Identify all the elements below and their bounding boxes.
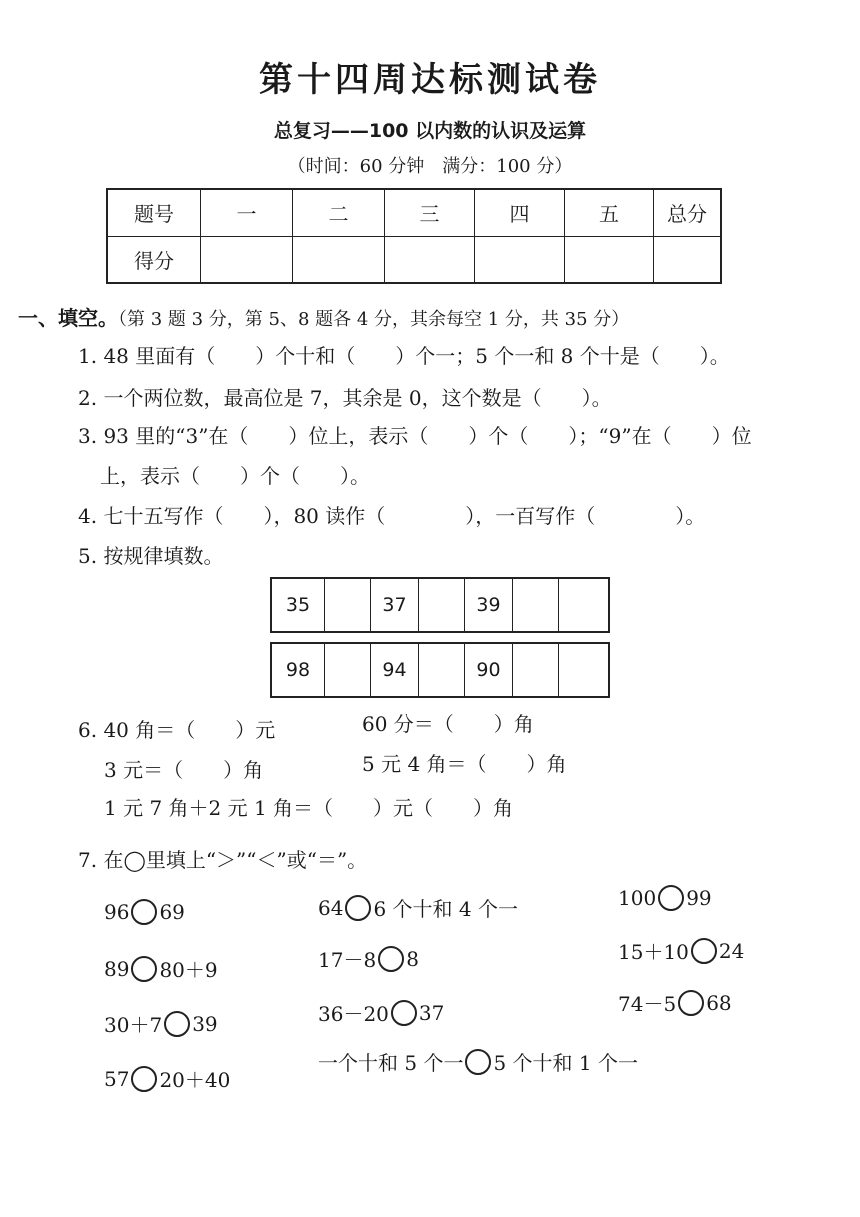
- compare-circle[interactable]: [678, 990, 704, 1016]
- compare-left: 15＋10: [618, 940, 689, 964]
- compare-item: [318, 1047, 638, 1076]
- page-title: 第十四周达标测试卷: [259, 60, 601, 100]
- sequence-cell[interactable]: [558, 579, 608, 631]
- score-header-cell: 二: [293, 189, 385, 236]
- compare-circle[interactable]: [164, 1011, 190, 1037]
- sequence-cell: 90: [464, 644, 512, 696]
- question-6e: 1 元 7 角＋2 元 1 角＝（ ）元（ ）角: [104, 796, 514, 820]
- compare-item: [318, 998, 444, 1027]
- sequence-cell[interactable]: [418, 579, 464, 631]
- compare-right: 68: [706, 990, 732, 1015]
- compare-circle[interactable]: [658, 885, 684, 911]
- compare-right: 39: [192, 1011, 218, 1036]
- score-table-header-row: [107, 189, 721, 236]
- question-5: 5. 按规律填数。: [78, 544, 224, 568]
- score-cell[interactable]: [385, 236, 475, 283]
- compare-item: [104, 1064, 230, 1093]
- question-6b: 60 分＝（ ）角: [362, 712, 534, 736]
- question-1: 1. 48 里面有（ ）个十和（ ）个一；5 个一和 8 个十是（ ）。: [78, 344, 730, 368]
- score-row-label: 得分: [107, 236, 201, 283]
- score-table-score-row: [107, 236, 721, 283]
- compare-circle[interactable]: [465, 1049, 491, 1075]
- compare-left: 一个十和 5 个一: [318, 1051, 464, 1075]
- section-number: 一、: [18, 306, 58, 330]
- compare-circle[interactable]: [345, 895, 371, 921]
- question-6c: 3 元＝（ ）角: [104, 758, 264, 782]
- question-3-line-1: 3. 93 里的“3”在（ ）位上，表示（ ）个（ ）；“9”在（ ）位: [78, 424, 752, 448]
- time-score-info: （时间：60 分钟 满分：100 分）: [287, 156, 573, 177]
- compare-circle[interactable]: [131, 899, 157, 925]
- compare-item: [104, 954, 218, 983]
- compare-left: 17－8: [318, 948, 377, 972]
- score-cell[interactable]: [475, 236, 565, 283]
- compare-item: [318, 944, 419, 973]
- score-cell[interactable]: [565, 236, 654, 283]
- compare-item: [318, 893, 518, 922]
- sequence-cell: 94: [370, 644, 418, 696]
- compare-right: 69: [159, 900, 185, 924]
- page-subtitle: 总复习——100 以内数的认识及运算: [273, 120, 587, 142]
- question-3-line-2: 上，表示（ ）个（ ）。: [100, 464, 370, 488]
- score-cell[interactable]: [201, 236, 293, 283]
- sequence-cell[interactable]: [558, 644, 608, 696]
- question-7: 7. 在◯里填上“＞”“＜”或“＝”。: [78, 848, 368, 872]
- sequence-cell[interactable]: [512, 579, 558, 631]
- score-header-cell: 三: [385, 189, 475, 236]
- compare-item: [618, 988, 732, 1017]
- sequence-cell: 37: [370, 579, 418, 631]
- section-heading: [18, 302, 629, 331]
- number-sequence-2: [270, 642, 610, 698]
- compare-right: 6 个十和 4 个一: [373, 897, 518, 921]
- sequence-cell[interactable]: [324, 644, 370, 696]
- number-sequence-1: [270, 577, 610, 633]
- sequence-cell: 39: [464, 579, 512, 631]
- sequence-cell: 98: [285, 659, 311, 681]
- compare-left: 57: [104, 1066, 130, 1091]
- score-header-cell: 总分: [654, 189, 722, 236]
- compare-left: 64: [318, 895, 344, 920]
- compare-left: 96: [104, 900, 130, 924]
- compare-right: 8: [406, 946, 419, 971]
- compare-circle[interactable]: [131, 1066, 157, 1092]
- score-header-cell: 五: [565, 189, 654, 236]
- compare-left: 30＋7: [104, 1013, 163, 1037]
- compare-left: 100: [618, 886, 657, 910]
- compare-right: 24: [718, 938, 745, 963]
- section-note: （第 3 题 3 分，第 5、8 题各 4 分，其余每空 1 分，共 35 分）: [118, 309, 630, 330]
- compare-item: [104, 1009, 218, 1038]
- section-name: 填空。: [58, 306, 118, 330]
- compare-circle[interactable]: [691, 938, 717, 964]
- score-header-cell: 四: [475, 189, 565, 236]
- question-6a: 6. 40 角＝（ ）元: [78, 718, 276, 742]
- compare-item: [618, 936, 744, 965]
- sequence-cell: 35: [285, 594, 311, 616]
- compare-left: 74－5: [618, 992, 677, 1016]
- compare-right: 5 个十和 1 个一: [493, 1051, 638, 1075]
- compare-right: 80＋9: [159, 958, 218, 982]
- compare-right: 20＋40: [159, 1068, 231, 1092]
- question-2: 2. 一个两位数，最高位是 7，其余是 0，这个数是（ ）。: [78, 386, 612, 410]
- compare-circle[interactable]: [131, 956, 157, 982]
- compare-left: 36－20: [318, 1002, 389, 1026]
- score-header-cell: 题号: [107, 189, 201, 236]
- sequence-cell[interactable]: [324, 579, 370, 631]
- sequence-cell[interactable]: [418, 644, 464, 696]
- compare-right: 37: [418, 1000, 445, 1025]
- score-cell[interactable]: [654, 236, 722, 283]
- compare-circle[interactable]: [391, 1000, 417, 1026]
- question-6d: 5 元 4 角＝（ ）角: [362, 752, 567, 776]
- question-4: 4. 七十五写作（ ），80 读作（ ），一百写作（ ）。: [78, 504, 706, 528]
- sequence-cell[interactable]: [512, 644, 558, 696]
- compare-left: 89: [104, 956, 130, 981]
- compare-circle[interactable]: [378, 946, 404, 972]
- score-header-cell: 一: [201, 189, 293, 236]
- compare-item: [104, 899, 185, 925]
- compare-item: [618, 885, 712, 911]
- compare-right: 99: [686, 886, 712, 910]
- score-table: [106, 188, 722, 284]
- score-cell[interactable]: [293, 236, 385, 283]
